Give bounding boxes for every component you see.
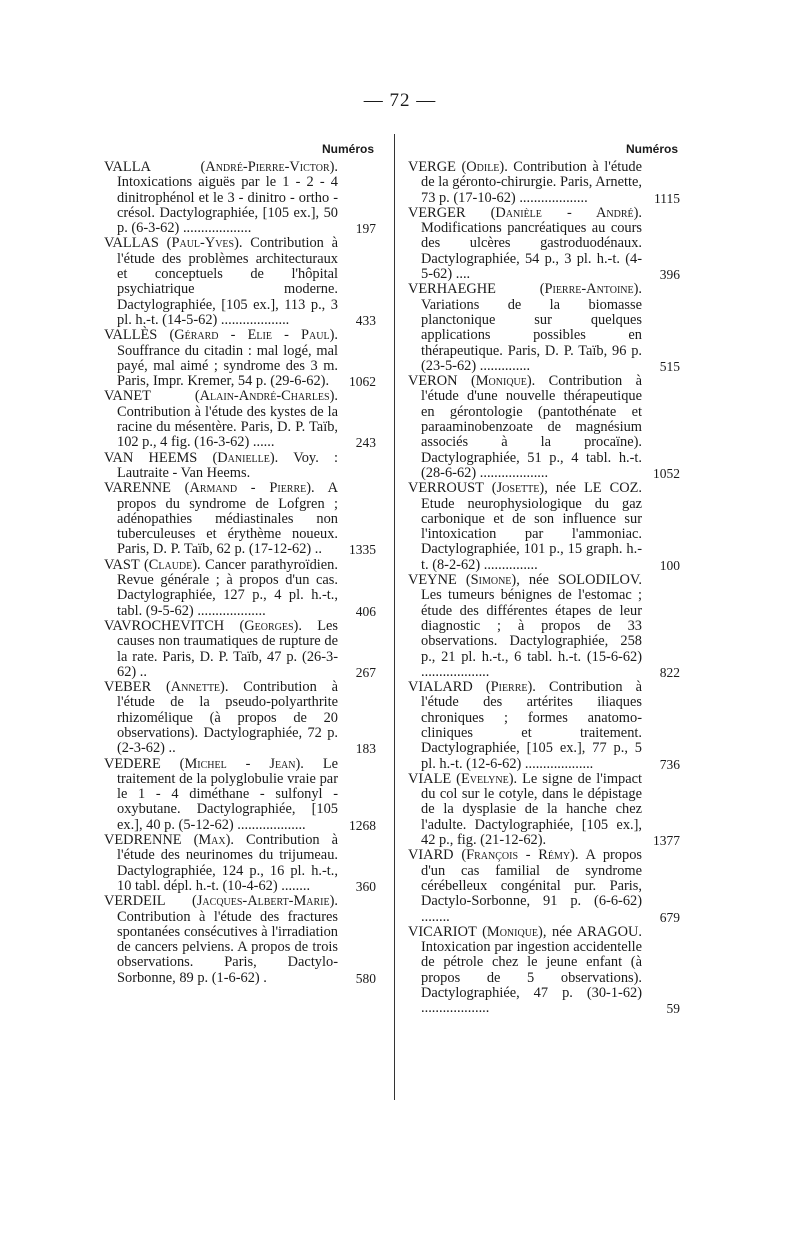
entry-author: VANET (Alain-André-Charles). xyxy=(104,388,338,405)
entry-description: née ARAGOU. Intoxication par ingestion accidentelle de pétrole chez le jeune enfant (à propos de 5 observations). Dactylographiée, 47 p. (30-1-62) ................... xyxy=(421,923,643,1017)
column-header: Numéros xyxy=(321,142,374,156)
page-number: — 72 — xyxy=(363,90,437,111)
entry-description: Contribution à l'étude des kystes de la racine du mésentère. Paris, D. P. Taïb, 102 p., 4 fig. (16-3-62) ...... xyxy=(117,403,338,451)
entry-number: 197 xyxy=(355,221,376,237)
entry-text xyxy=(408,282,680,374)
entry-author: VERGE (Odile). xyxy=(408,159,508,175)
entry-text xyxy=(408,374,680,481)
bibliography-entry xyxy=(408,772,680,848)
bibliography-entry xyxy=(408,848,680,924)
bibliography-entry xyxy=(104,558,376,619)
entry-text xyxy=(104,481,376,557)
entry-text xyxy=(104,328,376,389)
entry-author: VEDERE (Michel - Jean). xyxy=(104,755,304,772)
entry-description: née LE COZ. Etude neurophysiologique du gaz carbonique et de son influence sur l'intoxication par l'ammoniac. Dactylographiée, 101 p., 15 graph. h.-t. (8-2-62) ............... xyxy=(421,480,642,573)
right-entries xyxy=(408,160,680,1017)
entry-description: A propos du syndrome de Lofgren ; adénopathies médiastinales non tuberculeuses et érythème noueux. Paris, D. P. Taïb, 62 p. (17-12-62) .. xyxy=(117,480,338,558)
bibliography-entry xyxy=(408,160,680,206)
left-column xyxy=(104,138,376,986)
bibliography-entry xyxy=(408,374,680,481)
entry-author: VAST (Claude). xyxy=(104,556,201,573)
entry-author: VERON (Monique). xyxy=(408,373,536,390)
bibliography-entry xyxy=(408,282,680,374)
entry-number: 580 xyxy=(355,970,376,986)
bibliography-entry xyxy=(104,236,376,328)
entry-number: 1115 xyxy=(654,190,680,206)
entry-author: VALLAS (Paul-Yves). xyxy=(104,235,243,252)
entry-description: Contribution à l'étude de la pseudo-polyarthrite rhizomélique (à propos de 20 observations). Dactylographiée, 72 p. (2-3-62) .. xyxy=(117,679,338,757)
entry-description: Voy. : Lautraite - Van Heems. xyxy=(117,449,338,481)
entry-text xyxy=(104,619,376,680)
entry-number: 396 xyxy=(659,267,680,283)
entry-text xyxy=(408,160,680,206)
left-entries xyxy=(104,160,376,986)
entry-description: Le signe de l'impact du col sur le cotyle, dans le dépistage de la dysplasie de la hanche chez l'adulte. Dactylographiée, [105 ex.], 42 p., fig. (21-12-62). xyxy=(421,770,643,849)
entry-description: Contribution à l'étude d'une nouvelle thérapeutique en gérontologie (pantothénate et paraaminobenzoate de magnésium associés à la procaïne). Dactylographiée, 51 p., 4 tabl. h.-t. (28-6-62) ................... xyxy=(421,373,642,481)
entry-author: VEDRENNE (Max). xyxy=(104,832,234,849)
entry-number: 1335 xyxy=(349,542,376,558)
bibliography-entry xyxy=(104,160,376,236)
entry-number: 243 xyxy=(355,435,376,451)
entry-number: 183 xyxy=(355,741,376,757)
entry-number: 360 xyxy=(355,878,376,894)
entry-author: VICARIOT (Monique), xyxy=(408,923,547,940)
entry-author: VEBER (Annette). xyxy=(104,679,229,696)
bibliography-entry xyxy=(104,894,376,986)
entry-text xyxy=(104,160,376,236)
entry-text xyxy=(408,848,680,924)
column-divider xyxy=(394,134,395,1100)
entry-number: 59 xyxy=(666,1001,680,1017)
bibliography-entry xyxy=(104,619,376,680)
entry-text xyxy=(104,894,376,986)
entry-author: VIALARD (Pierre). xyxy=(408,679,536,696)
entry-author: VAVROCHEVITCH (Georges). xyxy=(104,617,302,634)
bibliography-entry xyxy=(104,833,376,894)
bibliography-entry xyxy=(104,451,376,482)
entry-number: 406 xyxy=(355,603,376,619)
entry-number: 100 xyxy=(659,557,680,573)
bibliography-entry xyxy=(104,680,376,756)
bibliography-entry xyxy=(408,481,680,573)
entry-number: 1062 xyxy=(349,374,376,390)
entry-description: Variations de la biomasse planctonique sur quelques applications possibles en thérapeutique. Paris, D. P. Taïb, 96 p. (23-5-62) .............. xyxy=(421,296,642,374)
entry-text xyxy=(104,389,376,450)
entry-author: VEYNE (Simone), xyxy=(408,572,520,589)
entry-text xyxy=(408,206,680,282)
bibliography-entry xyxy=(408,925,680,1017)
entry-author: VERGER (Danièle - André). xyxy=(408,204,642,221)
entry-description: née SOLODILOV. Les tumeurs bénignes de l'estomac ; étude des différentes étapes de leur diagnostic ; à propos de 33 observations. Dactylographiée, 258 p., 21 pl. h.-t., 6 tabl. h.-t. (15-6-62) ................... xyxy=(421,572,642,680)
entry-author: VARENNE (Armand - Pierre). xyxy=(104,480,315,497)
entry-author: VIARD (François - Rémy). xyxy=(408,847,579,864)
bibliography-entry xyxy=(104,389,376,450)
bibliography-entry xyxy=(104,328,376,389)
entry-author: VERDEIL (Jacques-Albert-Marie). xyxy=(104,893,338,910)
entry-number: 736 xyxy=(659,756,680,772)
entry-number: 679 xyxy=(659,909,680,925)
entry-description: Contribution à l'étude de la géronto-chirurgie. Paris, Arnette, 73 p. (17-10-62) ................... xyxy=(421,159,642,206)
right-column xyxy=(408,138,680,1017)
entry-text xyxy=(104,680,376,756)
entry-author: VERHAEGHE (Pierre-Antoine). xyxy=(408,281,642,298)
entry-text xyxy=(104,833,376,894)
bibliography-entry xyxy=(408,573,680,680)
entry-description: Contribution à l'étude des fractures spontanées consécutives à l'irradiation de cancers pelviens. A propos de trois observations. Paris, Dactylo-Sorbonne, 89 p. (1-6-62) . xyxy=(117,908,338,986)
entry-number: 1268 xyxy=(349,817,376,833)
entry-text xyxy=(104,757,376,833)
entry-author: VALLA (André-Pierre-Victor). xyxy=(104,159,338,175)
entry-author: VERROUST (Josette), xyxy=(408,480,548,497)
entry-text xyxy=(104,558,376,619)
entry-number: 1377 xyxy=(653,833,680,849)
entry-description: Souffrance du citadin : mal logé, mal payé, mal aimé ; syndrome des 3 m. Paris, Impr. Kremer, 54 p. (29-6-62). xyxy=(117,342,338,390)
entry-description: Contribution à l'étude des artérites iliaques chroniques ; formes anatomo-cliniques et traitement. Dactylographiée, [105 ex.], 77 p., 5 pl. h.-t. (12-6-62) ................... xyxy=(421,679,643,772)
entry-text xyxy=(408,680,680,772)
bibliography-entry xyxy=(408,680,680,772)
entry-text xyxy=(408,925,680,1017)
entry-number: 822 xyxy=(659,664,680,680)
entry-number: 1052 xyxy=(653,465,680,481)
entry-author: VALLÈS (Gérard - Elie - Paul). xyxy=(104,327,338,344)
entry-text xyxy=(104,236,376,328)
entry-description: Modifications pancréatiques au cours des ulcères gastroduodénaux. Dactylographiée, 54 p., 3 pl. h.-t. (4-5-62) .... xyxy=(421,220,642,283)
bibliography-entry xyxy=(104,481,376,557)
entry-description: Les causes non traumatiques de rupture de la rate. Paris, D. P. Taïb, 47 p. (26-3-62) .. xyxy=(117,617,338,680)
entry-description: Le traitement de la polyglobulie vraie par le 1 - 4 diméthane - sulfonyl - oxybutane. Dactylographiée, [105 ex.], 40 p. (5-12-62) ................... xyxy=(117,755,338,833)
entry-author: VAN HEEMS (Danielle). xyxy=(104,449,279,466)
entry-description: Cancer parathyroïdien. Revue générale ; à propos d'un cas. Dactylographiée, 127 p., 4 pl. h.-t., tabl. (9-5-62) ................... xyxy=(117,556,338,619)
entry-description: Contribution à l'étude des neurinomes du trijumeau. Dactylographiée, 124 p., 16 pl. h.-t., 10 tabl. dépl. h.-t. (10-4-62) ........ xyxy=(117,832,339,894)
entry-description: A propos d'un cas familial de syndrome cérébelleux congénital pur. Paris, Dactylo-Sorbonne, 91 p. (6-6-62) ........ xyxy=(421,847,642,925)
entry-description: Contribution à l'étude des problèmes architecturaux et conceptuels de l'hôpital psychiatrique moderne. Dactylographiée, [105 ex.], 113 p., 3 pl. h.-t. (14-5-62) ................... xyxy=(117,235,338,328)
entry-text xyxy=(408,481,680,573)
entry-number: 267 xyxy=(355,664,376,680)
entry-description: Intoxications aiguës par le 1 - 2 - 4 dinitrophénol et le 3 - dinitro - ortho - crésol. Dactylographiée, [105 ex.], 50 p. (6-3-62) ................... xyxy=(117,174,338,237)
entry-number: 515 xyxy=(659,358,680,374)
bibliography-entry xyxy=(408,206,680,282)
bibliography-entry xyxy=(104,757,376,833)
column-header: Numéros xyxy=(625,142,678,156)
entry-text xyxy=(104,451,376,482)
entry-text xyxy=(408,772,680,848)
entry-author: VIALE (Evelyne). xyxy=(408,770,518,787)
entry-number: 433 xyxy=(355,312,376,328)
entry-text xyxy=(408,573,680,680)
